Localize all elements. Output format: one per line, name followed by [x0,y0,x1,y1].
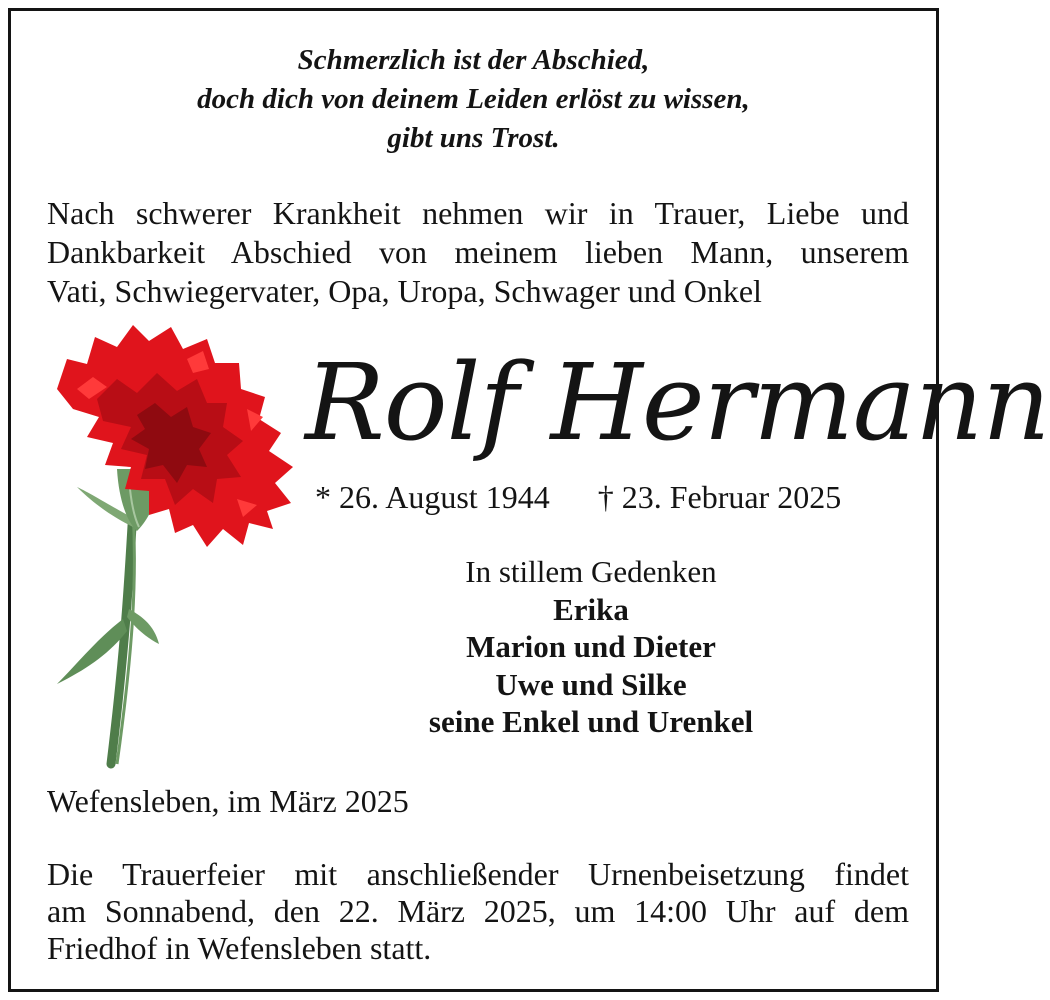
obituary-frame [8,8,1050,992]
place-and-date: Wefensleben, im März 2025 [47,783,409,819]
motto [11,41,936,158]
red-carnation-icon [37,319,307,769]
mourner-name: Marion und Dieter [466,629,716,664]
death-date: † 23. Februar 2025 [597,479,842,515]
mourner-name: seine Enkel und Urenkel [428,704,754,739]
intro-text [47,194,909,311]
mourners-block [371,553,811,741]
mourner-name: Uwe und Silke [495,666,687,702]
mourner-name: Erika [553,591,629,627]
motto-line-3: gibt uns Trost. [387,122,560,154]
deceased-name: Rolf Hermann [305,341,1050,464]
funeral-line-2: am Sonnabend, den 22. März 2025, um 14:00 Uhr auf dem [47,893,909,929]
intro-line-1: Nach schwerer Krankheit nehmen wir in Trauer, Liebe und [47,195,909,231]
funeral-line-1: Die Trauerfeier mit anschließender Urnenbeisetzung findet [47,856,909,892]
intro-line-3: Vati, Schwiegervater, Opa, Uropa, Schwager und Onkel [47,273,762,309]
funeral-line-3: Friedhof in Wefensleben statt. [47,930,432,966]
funeral-notice [47,856,909,967]
mourners-heading: In stillem Gedenken [465,554,717,589]
motto-line-1: Schmerzlich ist der Abschied, [297,44,650,76]
intro-line-2: Dankbarkeit Abschied von meinem lieben Mann, unserem [47,234,909,270]
motto-line-2: doch dich von deinem Leiden erlöst zu wissen, [197,83,750,115]
birth-date: * 26. August 1944 [315,479,550,515]
life-dates [315,477,885,517]
